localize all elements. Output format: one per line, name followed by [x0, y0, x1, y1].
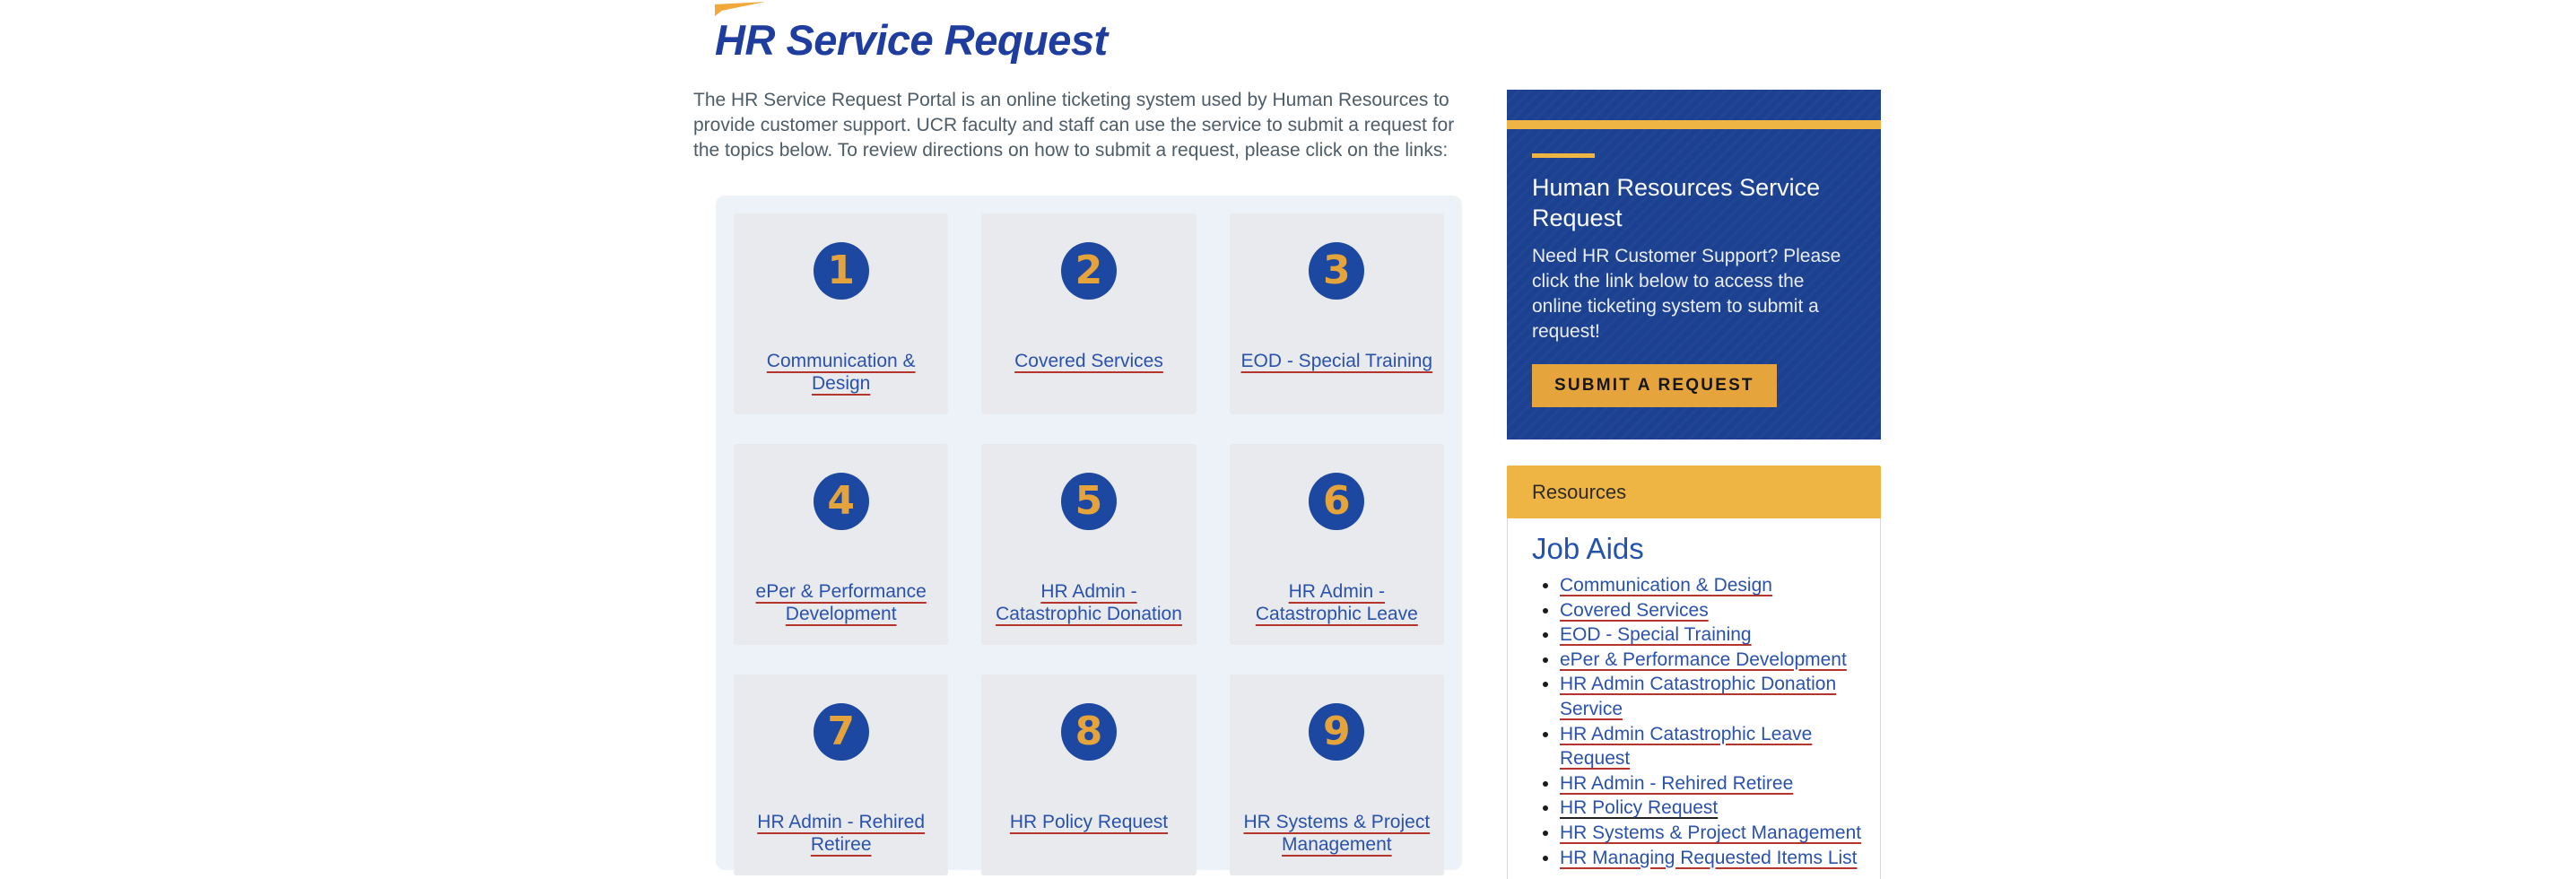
card-number: 1	[827, 248, 855, 293]
job-aid-item	[1560, 771, 1867, 796]
job-aid-item	[1560, 821, 1867, 846]
card-number: 5	[1075, 478, 1103, 524]
card-link[interactable]: HR Policy Request	[1009, 812, 1169, 832]
job-aid-link[interactable]: EOD - Special Training	[1560, 624, 1752, 646]
card-link[interactable]: HR Admin - Rehired Retiree	[757, 812, 926, 855]
page-title: HR Service Request	[715, 16, 1108, 64]
job-aid-item	[1560, 846, 1867, 871]
job-aid-item	[1560, 573, 1867, 598]
hr-service-request-card	[1507, 90, 1881, 440]
resources-header: Resources	[1507, 466, 1881, 518]
card-number-badge	[1061, 473, 1117, 530]
card-number-badge	[814, 473, 869, 530]
card-number-badge	[1309, 473, 1364, 530]
service-card	[981, 674, 1196, 875]
job-aids-title: Job Aids	[1532, 532, 1644, 565]
card-link[interactable]: HR Admin - Catastrophic Leave	[1255, 581, 1418, 624]
job-aid-item	[1560, 598, 1867, 623]
service-card	[734, 674, 948, 875]
job-aid-link[interactable]: HR Systems & Project Management	[1560, 822, 1862, 843]
card-link[interactable]: Communication & Design	[766, 351, 916, 394]
card-number-badge	[814, 703, 869, 761]
card-number-badge	[1061, 242, 1117, 300]
intro-paragraph: The HR Service Request Portal is an online ticketing system used by Human Resources to provide customer support. UCR faculty and staff can use the service to submit a request for the topics below. To review directions on how to submit a request, please click on the links:	[693, 90, 1455, 161]
job-aid-link[interactable]: Covered Services	[1560, 599, 1709, 621]
card-number-badge	[1061, 703, 1117, 761]
sidebar	[1507, 90, 1881, 879]
card-link[interactable]: HR Systems & Project Management	[1243, 812, 1431, 855]
job-aids-list	[1520, 573, 1867, 870]
service-cards-grid	[716, 196, 1462, 870]
card-number: 4	[827, 478, 855, 524]
submit-request-button[interactable]: SUBMIT A REQUEST	[1532, 364, 1777, 407]
card-number-badge	[1309, 703, 1364, 761]
card-number-badge	[814, 242, 869, 300]
card-number: 9	[1323, 709, 1351, 754]
card-link[interactable]: ePer & Performance Development	[755, 581, 927, 624]
job-aid-item	[1560, 672, 1867, 721]
job-aid-link[interactable]: ePer & Performance Development	[1560, 648, 1847, 670]
service-card	[1230, 213, 1444, 414]
job-aid-link[interactable]: Communication & Design	[1560, 575, 1772, 596]
card-number: 6	[1323, 478, 1351, 524]
service-card	[734, 444, 948, 645]
card-link[interactable]: HR Admin - Catastrophic Donation	[996, 581, 1182, 624]
service-card	[981, 213, 1196, 414]
card-number: 8	[1075, 709, 1103, 754]
resources-card	[1507, 466, 1881, 879]
card-number: 7	[827, 709, 855, 754]
job-aid-item	[1560, 722, 1867, 771]
card-number: 2	[1075, 248, 1103, 293]
job-aid-link[interactable]: HR Admin - Rehired Retiree	[1560, 772, 1794, 794]
brand-swoosh-icon	[715, 2, 765, 16]
intro-column	[693, 0, 1468, 163]
gold-stripe	[1507, 120, 1881, 129]
sidebar-top-band	[1507, 90, 1881, 120]
job-aid-link[interactable]: HR Managing Requested Items List	[1560, 847, 1858, 868]
service-card	[734, 213, 948, 414]
service-card	[1230, 444, 1444, 645]
card-link[interactable]: EOD - Special Training	[1240, 351, 1433, 371]
job-aid-item	[1560, 796, 1867, 821]
job-aid-link[interactable]: HR Policy Request	[1560, 797, 1719, 819]
service-card	[981, 444, 1196, 645]
sidebar-description: Need HR Customer Support? Please click the link below to access the online ticketing system to submit a request!	[1532, 246, 1841, 342]
job-aid-item	[1560, 622, 1867, 648]
service-card	[1230, 674, 1444, 875]
accent-line	[1532, 153, 1595, 158]
job-aid-link[interactable]: HR Admin Catastrophic Donation Service	[1560, 674, 1837, 719]
resources-panel	[1507, 518, 1881, 879]
card-number-badge	[1309, 242, 1364, 300]
card-link[interactable]: Covered Services	[1014, 351, 1163, 371]
card-number: 3	[1323, 248, 1351, 293]
job-aid-link[interactable]: HR Admin Catastrophic Leave Request	[1560, 723, 1813, 770]
job-aid-item	[1560, 648, 1867, 673]
sidebar-heading: Human Resources Service Request	[1532, 174, 1821, 231]
